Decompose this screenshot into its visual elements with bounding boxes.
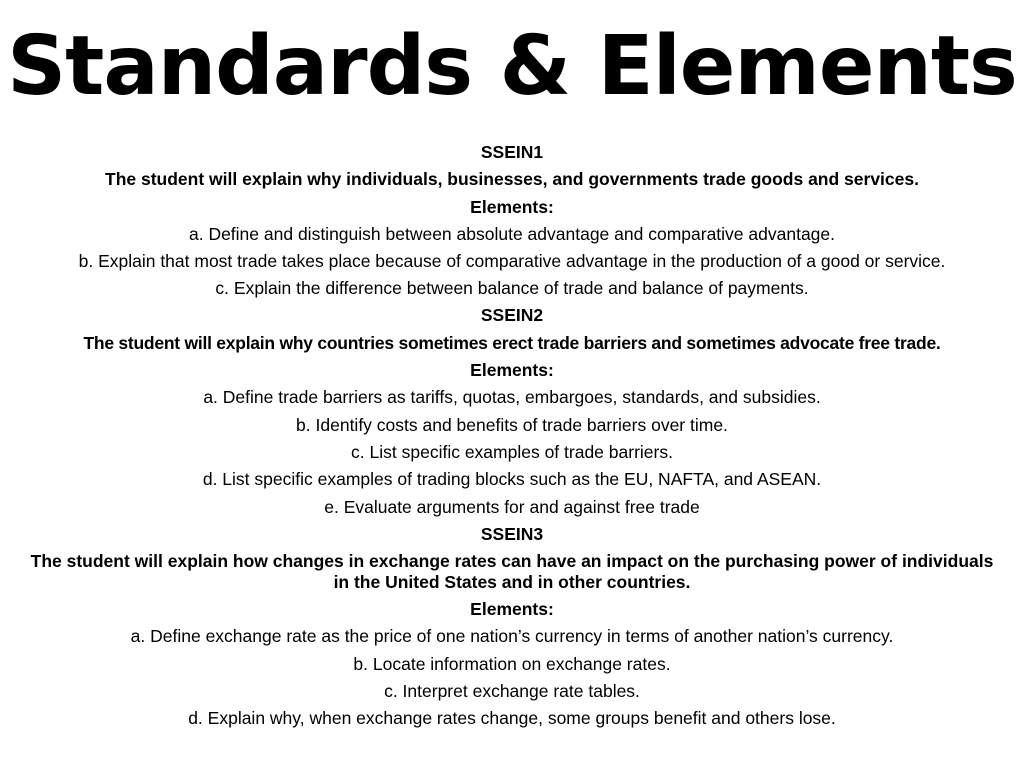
- element-item: b. Explain that most trade takes place because of comparative advantage in the production of a good or service.: [78, 251, 946, 272]
- standard-statement: The student will explain how changes in exchange rates can have an impact on the purchasing power of individuals in the United States and in other countries.: [30, 551, 994, 593]
- elements-heading: Elements:: [470, 360, 554, 381]
- element-item: c. List specific examples of trade barriers.: [351, 441, 673, 462]
- elements-heading: Elements:: [470, 196, 554, 217]
- element-item: c. Interpret exchange rate tables.: [384, 681, 640, 702]
- element-item: a. Define trade barriers as tariffs, quotas, embargoes, standards, and subsidies.: [203, 387, 821, 408]
- element-item: b. Locate information on exchange rates.: [353, 653, 671, 674]
- standard-statement: The student will explain why individuals, businesses, and governments trade goods and services.: [105, 169, 919, 190]
- standard-code: SSEIN3: [480, 523, 544, 544]
- element-item: a. Define exchange rate as the price of one nation’s currency in terms of another nation’s currency.: [130, 626, 894, 647]
- elements-heading: Elements:: [470, 599, 554, 620]
- standard-code: SSEIN1: [480, 142, 544, 162]
- element-item: c. Explain the difference between balance of trade and balance of payments.: [215, 278, 809, 299]
- element-item: e. Evaluate arguments for and against free trade: [324, 496, 700, 517]
- element-item: b. Identify costs and benefits of trade barriers over time.: [296, 414, 728, 435]
- standard-statement: The student will explain why countries sometimes erect trade barriers and sometimes advocate free trade.: [83, 332, 941, 353]
- element-item: a. Define and distinguish between absolute advantage and comparative advantage.: [188, 223, 835, 244]
- standards-list: [0, 139, 1024, 733]
- slide-title: Standards & Elements: [7, 19, 1017, 114]
- element-item: d. List specific examples of trading blocks such as the EU, NAFTA, and ASEAN.: [202, 469, 822, 490]
- element-item: d. Explain why, when exchange rates change, some groups benefit and others lose.: [188, 708, 836, 729]
- standard-code: SSEIN2: [480, 305, 544, 326]
